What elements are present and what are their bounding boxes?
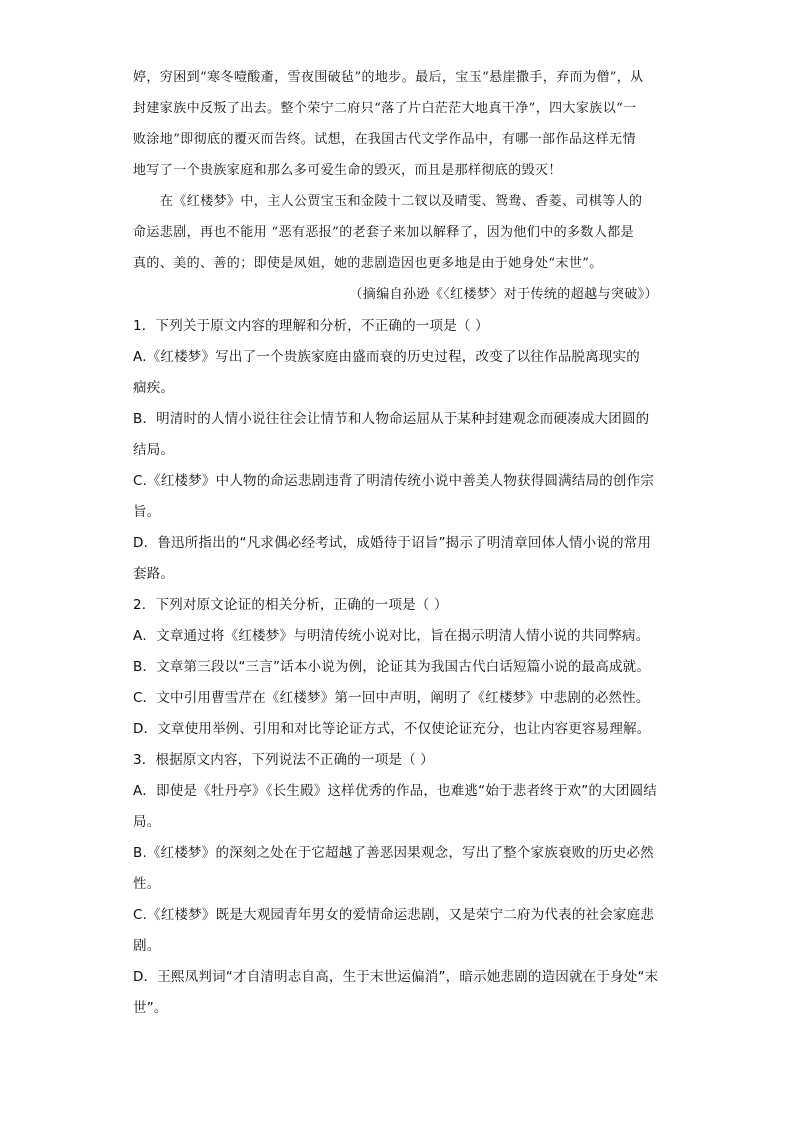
question-line: C．文中引用曹雪芹在《红楼梦》第一回中声明，阐明了《红楼梦》中悲剧的必然性。 [133,690,650,706]
passage-line: 真的、美的、善的；即使是凤姐，她的悲剧造因也更多地是由于她身处“末世”。 [133,256,603,271]
passage-line: 封建家族中反叛了出去。整个荣宁二府只“落了片白茫茫大地真干净”，四大家族以“一 [133,101,637,116]
question-line: 世”。 [133,1000,168,1016]
passage-line: 婷，穷困到“寒冬噎酸齑，雪夜围破毡”的地步。最后，宝玉“悬崖撒手，弃而为僧”，从 [133,70,644,85]
question-line: A．文章通过将《红楼梦》与明清传统小说对比，旨在揭示明清人情小说的共同弊病。 [133,628,650,644]
question-line: D．鲁迅所指出的“凡求偶必经考试，成婚待于诏旨”揭示了明清章回体人情小说的常用 [133,535,652,551]
question-line: A.《红楼梦》写出了一个贵族家庭由盛而衰的历史过程，改变了以往作品脱离现实的 [133,349,640,365]
question-line: A．即使是《牡丹亭》《长生殿》这样优秀的作品，也难逃“始于悲者终于欢”的大团圆结 [133,783,657,799]
passage-line: 命运悲剧，再也不能用 “恶有恶报”的老套子来加以解释了，因为他们中的多数人都是 [133,225,635,240]
passage-line: 在《红楼梦》中，主人公贾宝玉和金陵十二钗以及晴雯、鸳鸯、香菱、司棋等人的 [160,194,643,209]
question-line: 2．下列对原文论证的相关分析，正确的一项是（ ） [133,597,448,613]
question-line: D．文章使用举例、引用和对比等论证方式，不仅使论证充分，也让内容更容易理解。 [133,721,651,737]
passage-line: 败涂地”即彻底的覆灭而告终。试想，在我国古代文学作品中，有哪一部作品这样无情 [133,132,636,147]
question-line: B．文章第三段以“三言”话本小说为例，论证其为我国古代白话短篇小说的最高成就。 [133,659,651,675]
question-line: 套路。 [133,566,175,582]
question-line: 1．下列关于原文内容的理解和分析，不正确的一项是（ ） [133,318,489,334]
question-line: 剧。 [133,938,161,954]
question-line: B．明清时的人情小说往往会让情节和人物命运屈从于某种封建观念而硬凑成大团圆的 [133,411,650,427]
question-line: 结局。 [133,442,175,458]
question-line: 旨。 [133,504,161,520]
question-line: 3．根据原文内容，下列说法不正确的一项是（ ） [133,752,434,768]
passage-source: （摘编自孙逊《〈红楼梦〉对于传统的超越与突破》） [349,287,658,302]
passage-line: 地写了一个贵族家庭和那么多可爱生命的毁灭，而且是那样彻底的毁灭！ [133,163,562,178]
question-line: C.《红楼梦》中人物的命运悲剧违背了明清传统小说中善美人物获得圆满结局的创作宗 [133,473,655,489]
question-line: 痼疾。 [133,380,175,396]
question-line: B.《红楼梦》的深刻之处在于它超越了善恶因果观念，写出了整个家族衰败的历史必然 [133,845,654,861]
question-line: 性。 [133,876,161,892]
question-line: D．王熙凤判词“才自清明志自高，生于末世运偏消”，暗示她悲剧的造因就在于身处“末 [133,969,659,985]
question-line: C.《红楼梦》既是大观园青年男女的爱情命运悲剧，又是荣宁二府为代表的社会家庭悲 [133,907,655,923]
question-line: 局。 [133,814,161,830]
